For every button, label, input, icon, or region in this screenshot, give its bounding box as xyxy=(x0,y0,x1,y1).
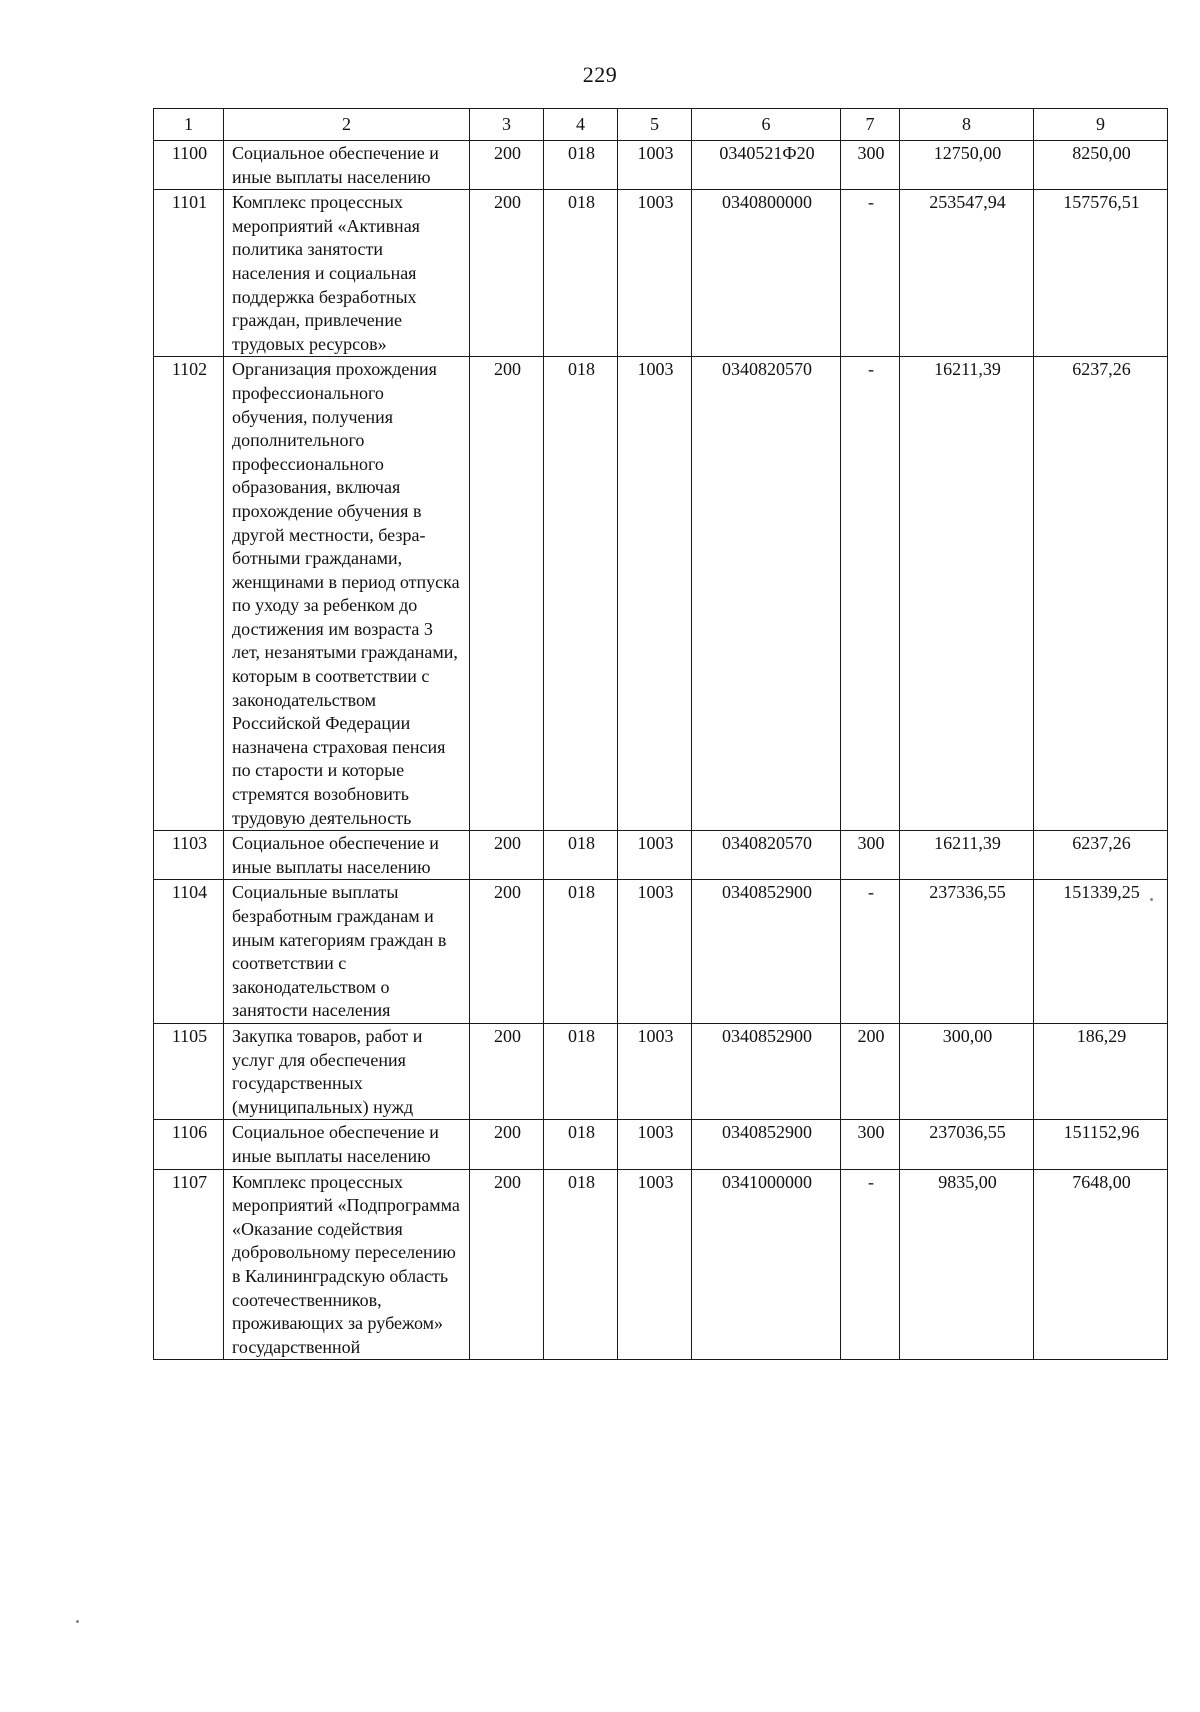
table-header-row xyxy=(154,109,1168,141)
col-6-value: 0340852900 xyxy=(692,1120,841,1169)
row-description: Социальное обеспечение и иные выплаты населению xyxy=(224,141,470,190)
header-cell: 5 xyxy=(618,109,692,141)
col-7-value: - xyxy=(841,880,900,1024)
col-6-value: 0340852900 xyxy=(692,880,841,1024)
col-7-value: 200 xyxy=(841,1023,900,1119)
col-9-value: 151339,25 xyxy=(1034,880,1168,1024)
col-7-value: - xyxy=(841,1169,900,1360)
row-description: Закупка товаров, работ и услуг для обеспечения государственных (муниципальных) нужд xyxy=(224,1023,470,1119)
row-description: Организация прохождения профессионального обучения, получения дополнительного профессионального образования, включая прохождение обучения в другой местности, безра-ботными гражданами, женщинами в период отпуска по уходу за ребенком до достижения им возраста 3 лет, незанятыми гражданами, которым в соответствии с законодательством Российской Федерации назначена страховая пенсия по старости и которые стремятся возобновить трудовую деятельность xyxy=(224,357,470,831)
col-3-value: 200 xyxy=(470,1120,544,1169)
row-description: Комплекс процессных мероприятий «Подпрограмма «Оказание содействия добровольному переселению в Калининградскую область соотечественников, проживающих за рубежом» государственной xyxy=(224,1169,470,1360)
col-8-value: 237036,55 xyxy=(900,1120,1034,1169)
row-description: Комплекс процессных мероприятий «Активная политика занятости населения и социальная поддержка безработных граждан, привлечение трудовых ресурсов» xyxy=(224,190,470,357)
col-9-value: 6237,26 xyxy=(1034,831,1168,880)
header-cell: 9 xyxy=(1034,109,1168,141)
col-6-value: 0341000000 xyxy=(692,1169,841,1360)
col-8-value: 16211,39 xyxy=(900,831,1034,880)
row-description: Социальные выплаты безработным гражданам и иным категориям граждан в соответствии с законодательством о занятости населения xyxy=(224,880,470,1024)
page-number: 229 xyxy=(582,62,618,87)
col-4-value: 018 xyxy=(544,1023,618,1119)
col-7-value: 300 xyxy=(841,1120,900,1169)
col-8-value: 16211,39 xyxy=(900,357,1034,831)
col-6-value: 0340820570 xyxy=(692,831,841,880)
col-5-value: 1003 xyxy=(618,357,692,831)
row-number: 1104 xyxy=(154,880,224,1024)
table-row xyxy=(154,1169,1168,1360)
col-5-value: 1003 xyxy=(618,1023,692,1119)
col-5-value: 1003 xyxy=(618,141,692,190)
col-5-value: 1003 xyxy=(618,880,692,1024)
col-4-value: 018 xyxy=(544,1120,618,1169)
table-row xyxy=(154,1120,1168,1169)
col-3-value: 200 xyxy=(470,190,544,357)
row-number: 1100 xyxy=(154,141,224,190)
col-3-value: 200 xyxy=(470,1169,544,1360)
col-7-value: 300 xyxy=(841,831,900,880)
col-4-value: 018 xyxy=(544,190,618,357)
col-7-value: - xyxy=(841,190,900,357)
col-5-value: 1003 xyxy=(618,190,692,357)
col-9-value: 8250,00 xyxy=(1034,141,1168,190)
col-4-value: 018 xyxy=(544,141,618,190)
col-4-value: 018 xyxy=(544,831,618,880)
table-row xyxy=(154,880,1168,1024)
header-cell: 4 xyxy=(544,109,618,141)
row-number: 1105 xyxy=(154,1023,224,1119)
header-cell: 1 xyxy=(154,109,224,141)
col-9-value: 151152,96 xyxy=(1034,1120,1168,1169)
col-6-value: 0340820570 xyxy=(692,357,841,831)
table-row xyxy=(154,190,1168,357)
col-4-value: 018 xyxy=(544,880,618,1024)
col-6-value: 0340521Ф20 xyxy=(692,141,841,190)
scan-speck xyxy=(1150,898,1153,901)
col-9-value: 6237,26 xyxy=(1034,357,1168,831)
col-8-value: 253547,94 xyxy=(900,190,1034,357)
col-3-value: 200 xyxy=(470,831,544,880)
row-number: 1102 xyxy=(154,357,224,831)
header-cell: 2 xyxy=(224,109,470,141)
col-3-value: 200 xyxy=(470,141,544,190)
row-description: Социальное обеспечение и иные выплаты населению xyxy=(224,1120,470,1169)
table-row xyxy=(154,357,1168,831)
col-7-value: - xyxy=(841,357,900,831)
row-number: 1106 xyxy=(154,1120,224,1169)
col-8-value: 300,00 xyxy=(900,1023,1034,1119)
header-cell: 8 xyxy=(900,109,1034,141)
row-number: 1103 xyxy=(154,831,224,880)
col-3-value: 200 xyxy=(470,357,544,831)
col-8-value: 12750,00 xyxy=(900,141,1034,190)
col-9-value: 186,29 xyxy=(1034,1023,1168,1119)
col-5-value: 1003 xyxy=(618,1120,692,1169)
table-row xyxy=(154,1023,1168,1119)
col-6-value: 0340852900 xyxy=(692,1023,841,1119)
col-9-value: 157576,51 xyxy=(1034,190,1168,357)
col-6-value: 0340800000 xyxy=(692,190,841,357)
table-row xyxy=(154,141,1168,190)
col-5-value: 1003 xyxy=(618,831,692,880)
col-9-value: 7648,00 xyxy=(1034,1169,1168,1360)
col-4-value: 018 xyxy=(544,1169,618,1360)
col-8-value: 9835,00 xyxy=(900,1169,1034,1360)
col-4-value: 018 xyxy=(544,357,618,831)
col-8-value: 237336,55 xyxy=(900,880,1034,1024)
budget-table xyxy=(153,108,1168,1360)
col-3-value: 200 xyxy=(470,880,544,1024)
row-number: 1107 xyxy=(154,1169,224,1360)
scan-speck xyxy=(76,1620,79,1623)
header-cell: 3 xyxy=(470,109,544,141)
row-number: 1101 xyxy=(154,190,224,357)
col-7-value: 300 xyxy=(841,141,900,190)
table-row xyxy=(154,831,1168,880)
header-cell: 6 xyxy=(692,109,841,141)
col-5-value: 1003 xyxy=(618,1169,692,1360)
header-cell: 7 xyxy=(841,109,900,141)
row-description: Социальное обеспечение и иные выплаты населению xyxy=(224,831,470,880)
col-3-value: 200 xyxy=(470,1023,544,1119)
